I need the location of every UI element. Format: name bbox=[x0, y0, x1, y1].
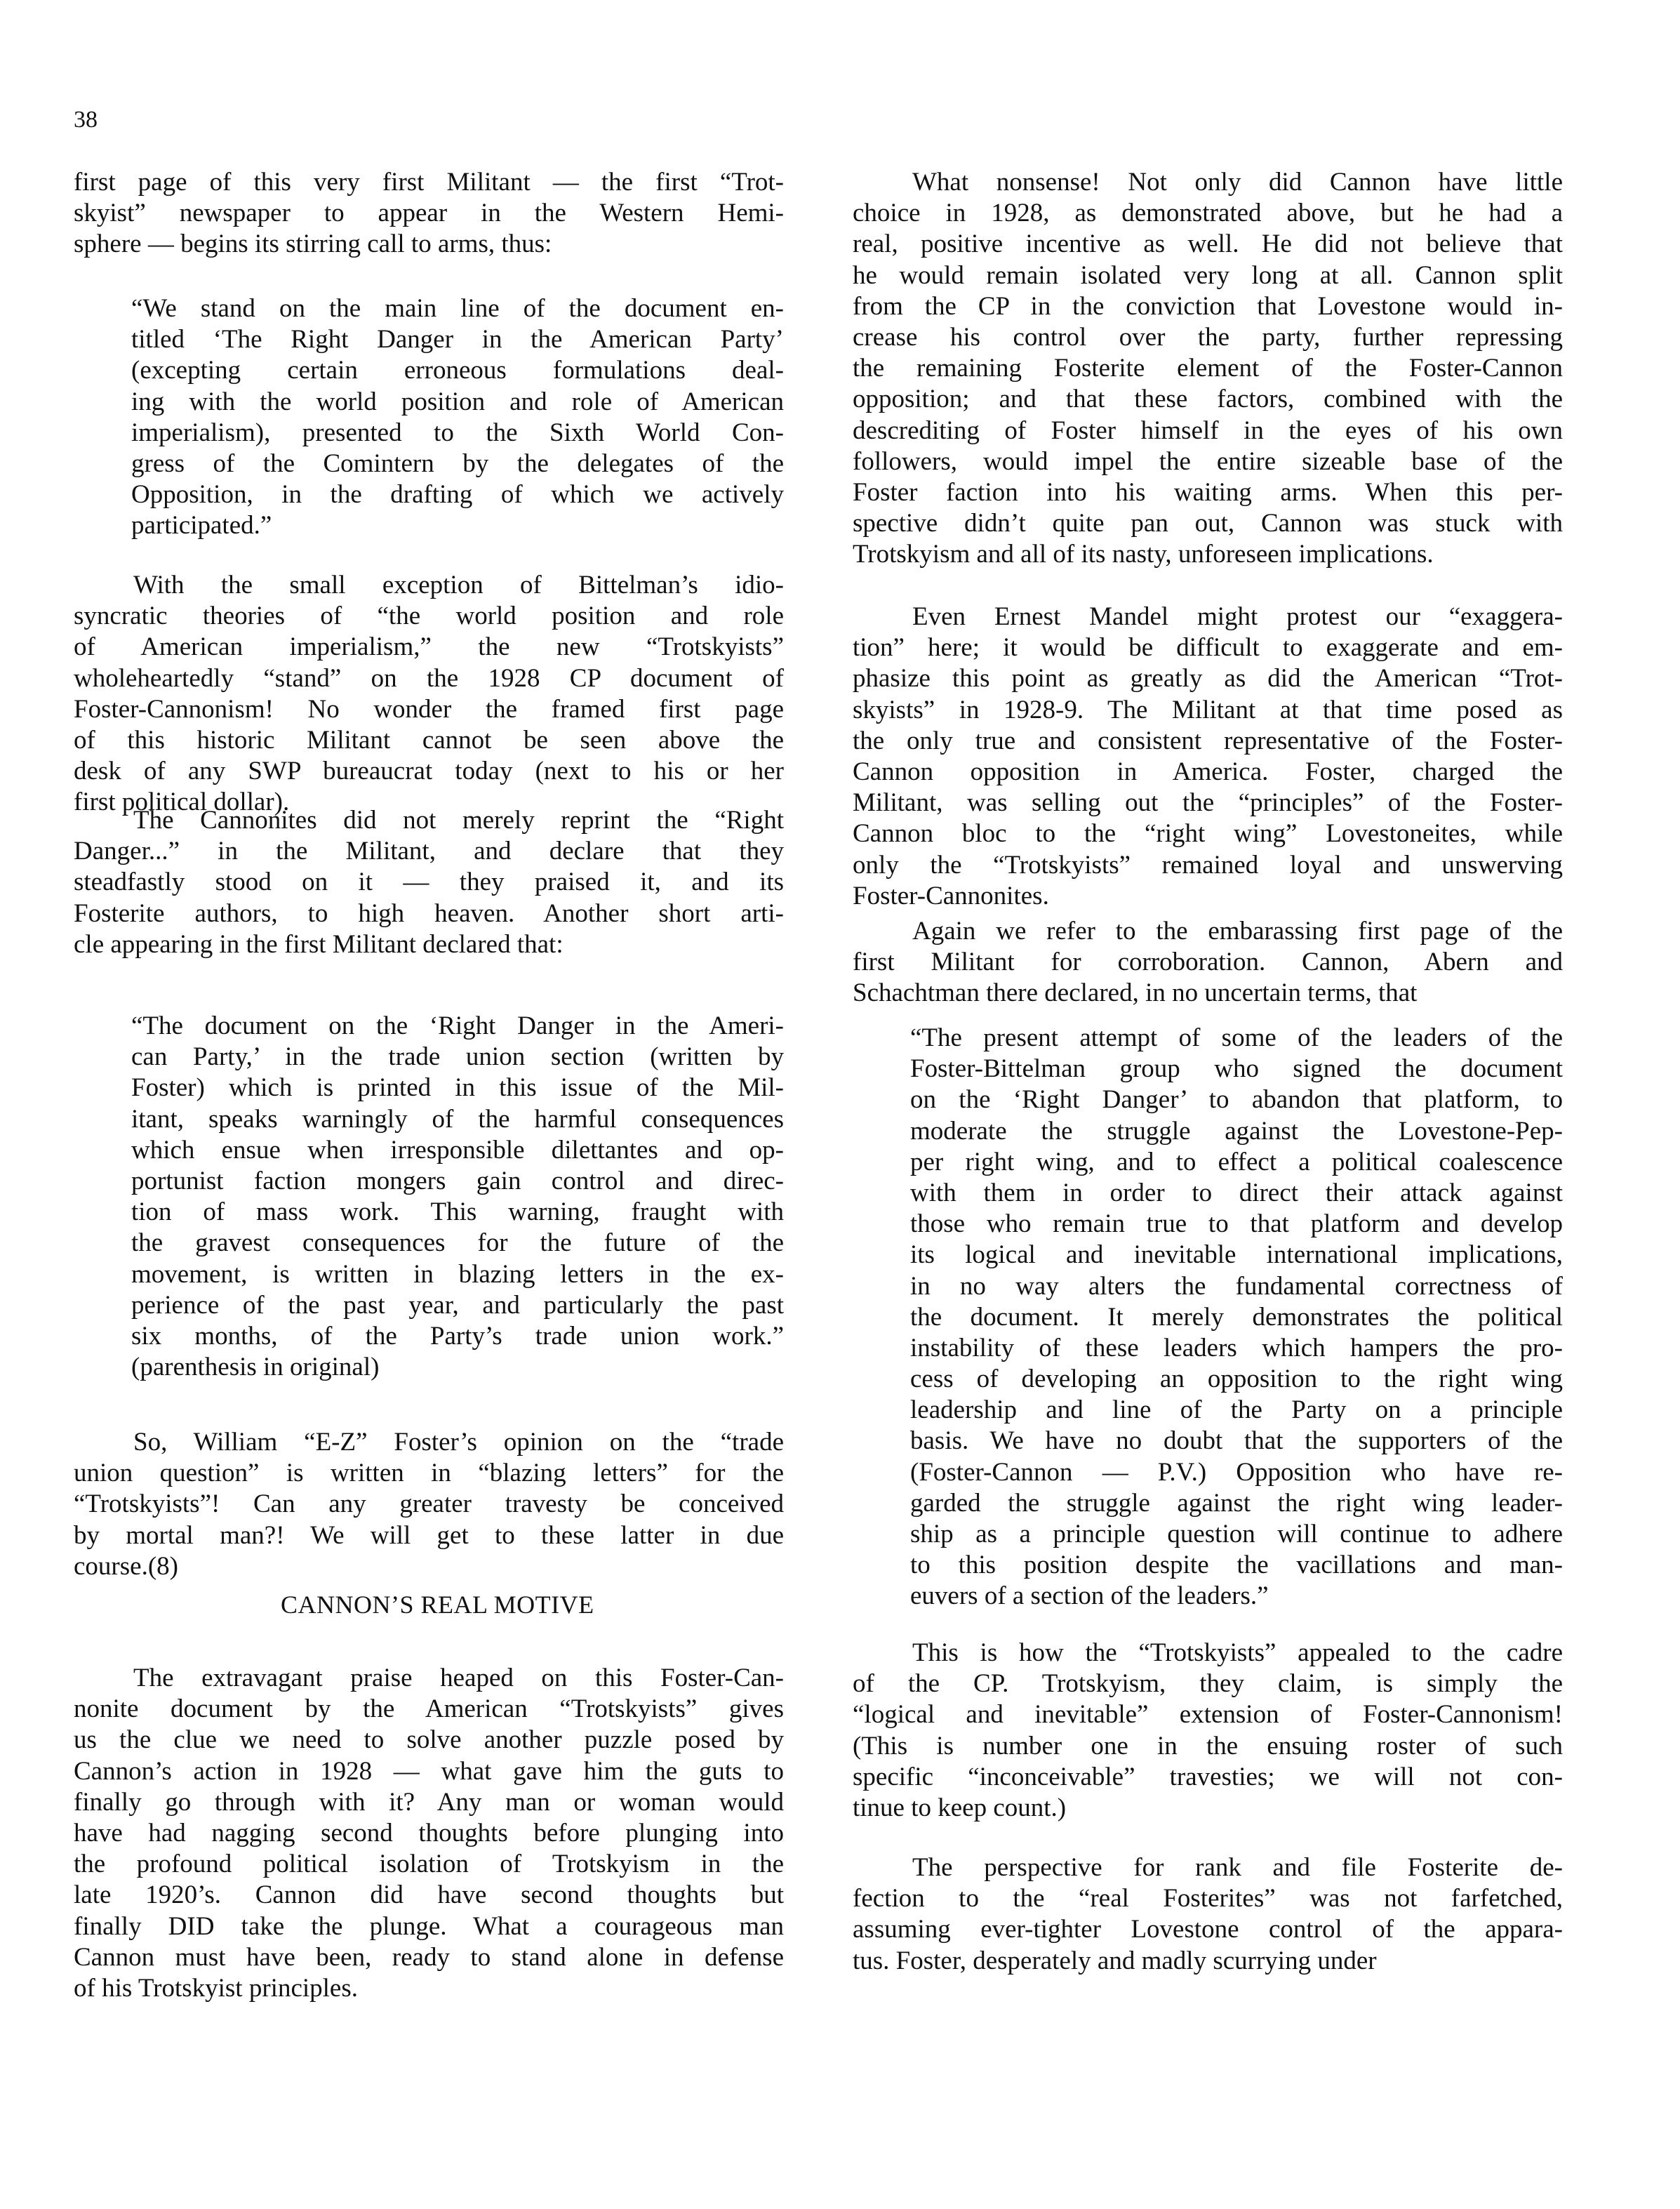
paragraph bbox=[853, 602, 1563, 912]
text-line: us the clue we need to solve another puzzle posed by bbox=[74, 1725, 784, 1755]
text-line: Cannon’s action in 1928 — what gave him the guts to bbox=[74, 1756, 784, 1786]
text-line: the gravest consequences for the future of the bbox=[131, 1228, 784, 1258]
paragraph bbox=[74, 167, 784, 260]
text-line: ing with the world position and role of American bbox=[131, 387, 784, 416]
paragraph bbox=[74, 805, 784, 960]
text-line: “The present attempt of some of the leaders of the bbox=[910, 1023, 1563, 1052]
text-line: “logical and inevitable” extension of Foster-Cannonism! bbox=[853, 1700, 1563, 1730]
text-line: basis. We have no doubt that the supporters of the bbox=[910, 1426, 1563, 1456]
text-line: Danger...” in the Militant, and declare that they bbox=[74, 837, 784, 866]
text-line: euvers of a section of the leaders.” bbox=[910, 1581, 1269, 1611]
text-line: the document. It merely demonstrates the political bbox=[910, 1302, 1563, 1332]
text-line: Trotskyism and all of its nasty, unforeseen implications. bbox=[853, 540, 1434, 569]
text-line: movement, is written in blazing letters in the ex- bbox=[131, 1259, 784, 1289]
text-line: tus. Foster, desperately and madly scurrying under bbox=[853, 1946, 1377, 1975]
text-line: crease his control over the party, further repressing bbox=[853, 322, 1563, 352]
text-line: phasize this point as greatly as did the American “Trot- bbox=[853, 664, 1563, 694]
text-line: cle appearing in the first Militant declared that: bbox=[74, 929, 564, 959]
text-line: specific “inconceivable” travesties; we will not con- bbox=[853, 1762, 1563, 1791]
text-line: Cannon must have been, ready to stand alone in defense bbox=[74, 1942, 784, 1972]
text-line: of American imperialism,” the new “Trotskyists” bbox=[74, 632, 784, 662]
text-line: What nonsense! Not only did Cannon have little bbox=[912, 168, 1563, 197]
text-line: (Foster-Cannon — P.V.) Opposition who have re- bbox=[910, 1457, 1563, 1487]
text-line: have had nagging second thoughts before plunging into bbox=[74, 1818, 784, 1848]
text-line: cess of developing an opposition to the right wing bbox=[910, 1365, 1563, 1394]
text-line: spective didn’t quite pan out, Cannon was stuck with bbox=[853, 509, 1563, 538]
text-line: Again we refer to the embarassing first page of the bbox=[912, 917, 1563, 946]
text-line: followers, would impel the entire sizeable base of the bbox=[853, 446, 1563, 476]
text-line: gress of the Comintern by the delegates of the bbox=[131, 449, 784, 478]
text-line: the only true and consistent representative of the Foster- bbox=[853, 726, 1563, 755]
text-line: late 1920’s. Cannon did have second thoughts but bbox=[74, 1880, 784, 1910]
text-line: of this historic Militant cannot be seen above the bbox=[74, 725, 784, 755]
page-number: 38 bbox=[74, 107, 98, 133]
text-line: syncratic theories of “the world position and role bbox=[74, 602, 784, 631]
text-line: the profound political isolation of Trotskyism in the bbox=[74, 1850, 784, 1879]
text-line: of his Trotskyist principles. bbox=[74, 1973, 358, 2003]
text-line: fection to the “real Fosterites” was not farfetched, bbox=[853, 1884, 1563, 1913]
block-quote bbox=[131, 293, 784, 542]
text-line: steadfastly stood on it — they praised it, and its bbox=[74, 868, 784, 897]
text-line: leadership and line of the Party on a principle bbox=[910, 1395, 1563, 1425]
text-line: he would remain isolated very long at all. Cannon split bbox=[853, 260, 1563, 290]
text-line: Foster) which is printed in this issue of the Mil- bbox=[131, 1073, 784, 1103]
text-line: six months, of the Party’s trade union work.” bbox=[131, 1321, 784, 1351]
text-line: real, positive incentive as well. He did not believe that bbox=[853, 230, 1563, 259]
text-line: can Party,’ in the trade union section (written by bbox=[131, 1042, 784, 1072]
text-line: per right wing, and to effect a political coalescence bbox=[910, 1147, 1563, 1176]
text-line: (This is number one in the ensuing roster of such bbox=[853, 1731, 1563, 1760]
text-line: Cannon opposition in America. Foster, charged the bbox=[853, 757, 1563, 786]
text-line: choice in 1928, as demonstrated above, but he had a bbox=[853, 199, 1563, 228]
text-line: first Militant for corroboration. Cannon, Abern and bbox=[853, 948, 1563, 977]
block-quote bbox=[131, 1011, 784, 1383]
text-line: moderate the struggle against the Lovestone-Pep- bbox=[910, 1116, 1563, 1146]
text-line: from the CP in the conviction that Lovestone would in- bbox=[853, 291, 1563, 321]
text-line: desk of any SWP bureaucrat today (next to his or her bbox=[74, 757, 784, 786]
text-line: “Trotskyists”! Can any greater travesty be conceived bbox=[74, 1490, 784, 1519]
text-line: in no way alters the fundamental correctness of bbox=[910, 1271, 1563, 1301]
paragraph bbox=[74, 1427, 784, 1582]
text-line: So, William “E-Z” Foster’s opinion on the “trade bbox=[133, 1428, 784, 1457]
text-line: Militant, was selling out the “principles” of the Foster- bbox=[853, 788, 1563, 818]
text-line: of the CP. Trotskyism, they claim, is simply the bbox=[853, 1669, 1563, 1699]
text-line: those who remain true to that platform and develop bbox=[910, 1209, 1563, 1239]
text-line: This is how the “Trotskyists” appealed to the cadre bbox=[912, 1638, 1563, 1667]
text-line: skyists” in 1928-9. The Militant at that time posed as bbox=[853, 695, 1563, 724]
text-line: its logical and inevitable international implications, bbox=[910, 1240, 1563, 1270]
text-line: itant, speaks warningly of the harmful consequences bbox=[131, 1104, 784, 1134]
text-line: Even Ernest Mandel might protest our “exaggera- bbox=[912, 602, 1563, 631]
text-line: Schachtman there declared, in no uncertain terms, that bbox=[853, 979, 1418, 1008]
text-line: assuming ever-tighter Lovestone control of the appara- bbox=[853, 1915, 1563, 1944]
text-line: With the small exception of Bittelman’s idio- bbox=[133, 571, 784, 599]
paragraph bbox=[853, 916, 1563, 1009]
text-line: only the “Trotskyists” remained loyal and unswerving bbox=[853, 850, 1563, 880]
text-line: “We stand on the main line of the document en- bbox=[131, 294, 784, 323]
text-line: sphere — begins its stirring call to arms, thus: bbox=[74, 230, 552, 259]
paragraph bbox=[853, 167, 1563, 570]
paragraph bbox=[74, 1663, 784, 2004]
text-line: finally go through with it? Any man or woman would bbox=[74, 1787, 784, 1817]
text-line: nonite document by the American “Trotskyists” gives bbox=[74, 1694, 784, 1724]
text-line: perience of the past year, and particularly the past bbox=[131, 1290, 784, 1320]
text-line: Cannon bloc to the “right wing” Lovestoneites, while bbox=[853, 819, 1563, 849]
paragraph bbox=[853, 1852, 1563, 1977]
text-line: wholeheartedly “stand” on the 1928 CP document of bbox=[74, 663, 784, 693]
text-line: Foster-Cannonites. bbox=[853, 881, 1049, 910]
text-line: tinue to keep count.) bbox=[853, 1793, 1067, 1822]
text-line: Opposition, in the drafting of which we actively bbox=[131, 480, 784, 510]
text-line: Foster-Bittelman group who signed the document bbox=[910, 1054, 1563, 1084]
text-line: first political dollar). bbox=[74, 788, 290, 817]
text-line: finally DID take the plunge. What a courageous man bbox=[74, 1911, 784, 1941]
text-line: by mortal man?! We will get to these latter in due bbox=[74, 1520, 784, 1550]
text-line: the remaining Fosterite element of the Foster-Cannon bbox=[853, 354, 1563, 383]
text-line: union question” is written in “blazing letters” for the bbox=[74, 1459, 784, 1488]
text-line: tion of mass work. This warning, fraught with bbox=[131, 1198, 784, 1227]
text-line: tion” here; it would be difficult to exaggerate and em- bbox=[853, 633, 1563, 663]
text-line: Foster-Cannonism! No wonder the framed first page bbox=[74, 694, 784, 724]
text-line: “The document on the ‘Right Danger in the Ameri- bbox=[131, 1011, 784, 1040]
text-line: The extravagant praise heaped on this Foster-Can- bbox=[133, 1664, 784, 1692]
paragraph bbox=[853, 1638, 1563, 1824]
text-line: first page of this very first Militant — the first “Trot- bbox=[74, 168, 784, 197]
text-line: (parenthesis in original) bbox=[131, 1353, 380, 1382]
text-line: (excepting certain erroneous formulations deal- bbox=[131, 356, 784, 385]
paragraph bbox=[74, 570, 784, 818]
text-line: skyist” newspaper to appear in the Western Hemi- bbox=[74, 199, 784, 228]
section-heading: CANNON’S REAL MOTIVE bbox=[281, 1591, 594, 1619]
text-line: to this position despite the vacillations and man- bbox=[910, 1551, 1563, 1580]
text-line: portunist faction mongers gain control and direc- bbox=[131, 1166, 784, 1195]
text-line: on the ‘Right Danger’ to abandon that platform, to bbox=[910, 1085, 1563, 1115]
text-line: The Cannonites did not merely reprint the “Right bbox=[133, 806, 784, 835]
text-line: with them in order to direct their attack against bbox=[910, 1178, 1563, 1207]
text-line: The perspective for rank and file Fosterite de- bbox=[912, 1853, 1563, 1882]
block-quote bbox=[910, 1023, 1563, 1612]
text-line: opposition; and that these factors, combined with the bbox=[853, 385, 1563, 414]
text-line: instability of these leaders which hampers the pro- bbox=[910, 1333, 1563, 1362]
text-line: ship as a principle question will continue to adhere bbox=[910, 1520, 1563, 1548]
text-line: Fosterite authors, to high heaven. Another short arti- bbox=[74, 898, 784, 928]
text-line: garded the struggle against the right wing leader- bbox=[910, 1488, 1563, 1518]
text-line: titled ‘The Right Danger in the American Party’ bbox=[131, 325, 784, 354]
text-line: descrediting of Foster himself in the eyes of his own bbox=[853, 416, 1563, 445]
text-line: participated.” bbox=[131, 511, 272, 540]
text-line: course.(8) bbox=[74, 1551, 178, 1581]
text-line: which ensue when irresponsible dilettantes and op- bbox=[131, 1135, 784, 1165]
text-line: Foster faction into his waiting arms. When this per- bbox=[853, 477, 1563, 507]
text-line: imperialism), presented to the Sixth World Con- bbox=[131, 418, 784, 447]
